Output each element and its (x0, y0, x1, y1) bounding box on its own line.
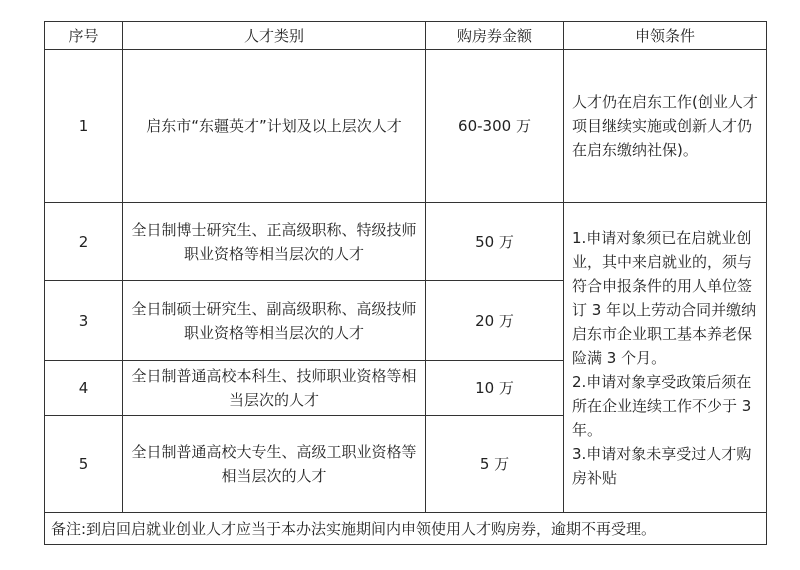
row-no: 2 (45, 203, 123, 281)
row-category: 全日制普通高校大专生、高级工职业资格等相当层次的人才 (123, 416, 426, 513)
shared-condition-text: 1.申请对象须已在启就业创业，其中来启就业的，须与符合申报条件的用人单位签订 3 年以上劳动合同并缴纳启东市企业职工基本养老保险满 3 个月。 2.申请对象享受政策后须在所在企业连续工作不少于 3 年。 3.申请对象未享受过人才购房补贴 (572, 228, 757, 487)
row-amount: 50 万 (426, 203, 564, 281)
shared-condition (564, 203, 767, 513)
header-category: 人才类别 (123, 22, 426, 50)
row-category: 全日制博士研究生、正高级职称、特级技师职业资格等相当层次的人才 (123, 203, 426, 281)
header-amount: 购房券金额 (426, 22, 564, 50)
row-no: 3 (45, 281, 123, 361)
row-amount: 10 万 (426, 361, 564, 416)
row-category: 全日制硕士研究生、副高级职称、高级技师职业资格等相当层次的人才 (123, 281, 426, 361)
header-no: 序号 (45, 22, 123, 50)
table-row (45, 203, 767, 281)
talent-housing-voucher-table (44, 21, 767, 545)
row-category: 全日制普通高校本科生、技师职业资格等相当层次的人才 (123, 361, 426, 416)
row-no: 1 (45, 50, 123, 203)
row-category: 启东市“东疆英才”计划及以上层次人才 (123, 50, 426, 203)
row-no: 5 (45, 416, 123, 513)
header-condition: 申领条件 (564, 22, 767, 50)
row-amount: 60-300 万 (426, 50, 564, 203)
table-note: 备注:到启回启就业创业人才应当于本办法实施期间内申领使用人才购房券，逾期不再受理。 (45, 513, 767, 545)
table-row (45, 50, 767, 203)
row-amount: 5 万 (426, 416, 564, 513)
row-amount: 20 万 (426, 281, 564, 361)
note-row (45, 513, 767, 545)
header-row (45, 22, 767, 50)
row-no: 4 (45, 361, 123, 416)
row-condition: 人才仍在启东工作(创业人才项目继续实施或创新人才仍在启东缴纳社保)。 (564, 50, 767, 203)
